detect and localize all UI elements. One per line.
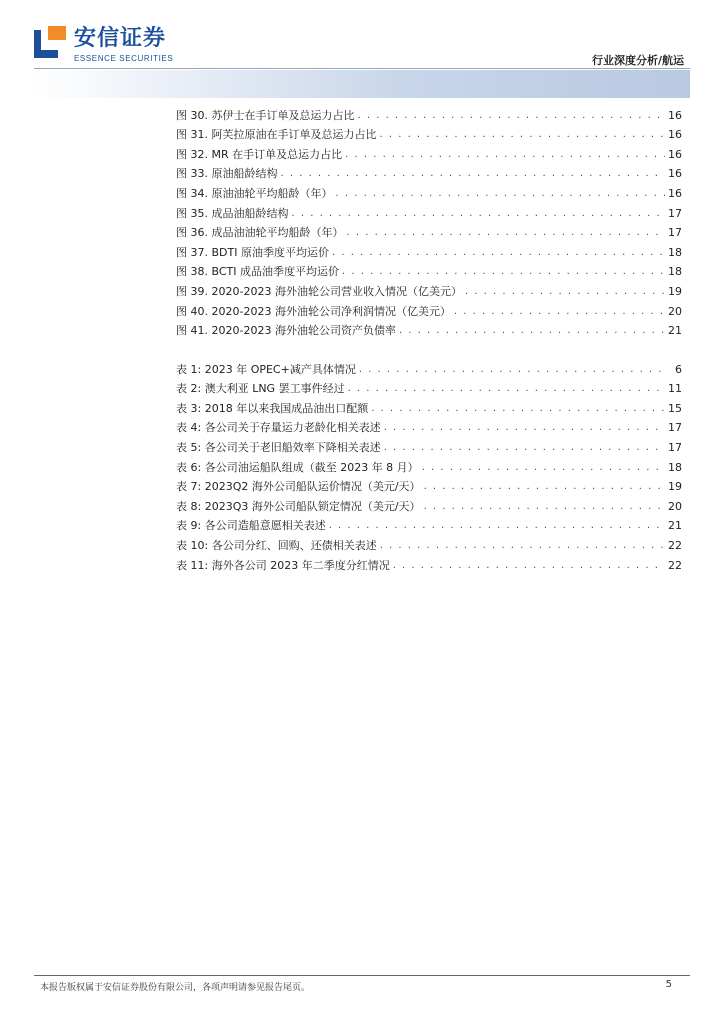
toc-leader-dots (345, 148, 665, 162)
toc-entry-title (176, 207, 289, 221)
toc-leader-dots (465, 285, 665, 299)
figure-toc-entry[interactable] (176, 181, 682, 201)
table-toc-entry[interactable] (176, 377, 682, 397)
toc-entry-label: 图 36. (176, 226, 208, 240)
toc-page-number: 16 (668, 186, 682, 200)
toc-entry-text: BCTI 成品油季度平均运价 (211, 265, 339, 279)
toc-entry-label: 表 1: (176, 362, 202, 376)
toc-entry-text: 原油油轮平均船龄（年） (211, 186, 333, 200)
essence-logo-icon (34, 26, 66, 60)
table-toc-entry[interactable] (176, 357, 682, 377)
toc-page-number: 21 (668, 324, 682, 338)
report-category: 行业深度分析/航运 (591, 54, 684, 67)
logo-english-name: ESSENCE SECURITIES (74, 54, 174, 63)
toc-leader-dots (393, 559, 665, 573)
toc-entry-label: 图 32. (176, 147, 208, 161)
toc-entry-label: 图 38. (176, 265, 208, 279)
toc-entry-title (176, 246, 329, 260)
figure-toc-entry[interactable] (176, 201, 682, 221)
toc-entry-text: MR 在手订单及总运力占比 (211, 147, 343, 161)
toc-entry-title (176, 500, 421, 514)
toc-entry-text: 各公司关于存量运力老龄化相关表述 (204, 421, 381, 435)
toc-entry-label: 表 2: (176, 382, 202, 396)
toc-leader-dots (454, 305, 665, 319)
toc-entry-title (176, 148, 342, 162)
toc-entry-label: 表 9: (176, 519, 202, 533)
toc-page-number: 17 (668, 226, 682, 240)
toc-leader-dots (380, 128, 666, 142)
logo-chinese-name: 安信证券 (74, 26, 167, 51)
toc-page-number: 22 (668, 558, 682, 572)
toc-page-number: 19 (668, 480, 682, 494)
toc-leader-dots (347, 226, 666, 240)
toc-page-number: 17 (668, 206, 682, 220)
figure-toc-entry[interactable] (176, 142, 682, 162)
toc-entry-title (176, 109, 355, 123)
toc-leader-dots (329, 519, 665, 533)
figure-toc-entry[interactable] (176, 162, 682, 182)
toc-entry-label: 表 10: (176, 538, 209, 552)
toc-page-number: 20 (668, 499, 682, 513)
toc-leader-dots (399, 324, 665, 338)
table-toc-entry[interactable] (176, 553, 682, 573)
toc-page-number: 17 (668, 440, 682, 454)
toc-page-number: 15 (668, 401, 682, 415)
toc-leader-dots (384, 421, 665, 435)
toc-entry-text: 各公司关于老旧船效率下降相关表述 (204, 440, 381, 454)
toc-entry-label: 表 5: (176, 440, 202, 454)
toc-entry-text: 阿芙拉原油在手订单及总运力占比 (211, 128, 377, 142)
toc-entry-label: 表 7: (176, 480, 202, 494)
toc-entry-label: 表 3: (176, 401, 202, 415)
figure-toc-entry[interactable] (176, 299, 682, 319)
toc-entry-title (176, 480, 421, 494)
toc-entry-label: 图 41. (176, 324, 208, 338)
toc-entry-title (176, 167, 278, 181)
toc-page-number: 18 (668, 460, 682, 474)
toc-entry-label: 图 30. (176, 108, 208, 122)
toc-entry-title (176, 265, 339, 279)
toc-entry-label: 表 8: (176, 499, 202, 513)
toc-entry-title (176, 441, 381, 455)
toc-leader-dots (281, 167, 666, 181)
toc-entry-title (176, 128, 377, 142)
toc-entry-text: 海外各公司 2023 年二季度分红情况 (211, 558, 390, 572)
toc-leader-dots (424, 480, 665, 494)
table-toc-entry[interactable] (176, 475, 682, 495)
toc-entry-title (176, 324, 396, 338)
toc-page-number: 16 (668, 147, 682, 161)
toc-entry-text: 各公司分红、回购、还债相关表述 (211, 538, 377, 552)
toc-entry-text: 各公司造船意愿相关表述 (204, 519, 326, 533)
toc-entry-title (176, 461, 419, 475)
toc-leader-dots (424, 500, 665, 514)
header-divider (34, 68, 690, 69)
toc-page-number: 11 (668, 382, 682, 396)
toc-entry-title (176, 363, 356, 377)
table-toc-entry[interactable] (176, 494, 682, 514)
header-band (34, 70, 690, 98)
toc-leader-dots (422, 461, 665, 475)
toc-entry-title (176, 285, 462, 299)
footer-disclaimer: 本报告版权属于安信证券股份有限公司，各项声明请参见报告尾页。 (40, 983, 311, 993)
toc-page-number: 16 (668, 128, 682, 142)
toc-page-number: 17 (668, 421, 682, 435)
toc-entry-label: 图 35. (176, 206, 208, 220)
toc-leader-dots (359, 363, 665, 377)
toc-entry-label: 表 6: (176, 460, 202, 474)
toc-entry-title (176, 187, 333, 201)
footer-divider (34, 975, 690, 976)
toc-entry-label: 表 11: (176, 558, 209, 572)
figure-toc-entry[interactable] (176, 260, 682, 280)
toc-entry-text: 2023 年 OPEC+减产具体情况 (204, 362, 356, 376)
page-number: 5 (665, 979, 672, 990)
toc-leader-dots (332, 246, 665, 260)
toc-page-number: 22 (668, 538, 682, 552)
toc-entry-text: 2020-2023 海外油轮公司净利润情况（亿美元） (211, 304, 451, 318)
toc-entry-title (176, 382, 345, 396)
toc-entry-text: 成品油油轮平均船龄（年） (211, 226, 344, 240)
figure-toc-entry[interactable] (176, 103, 682, 123)
toc-entry-label: 图 40. (176, 304, 208, 318)
toc-leader-dots (336, 187, 666, 201)
table-toc-entry[interactable] (176, 396, 682, 416)
figure-toc-entry[interactable] (176, 221, 682, 241)
toc-leader-dots (348, 382, 665, 396)
toc-entry-title (176, 421, 381, 435)
toc-page-number: 18 (668, 245, 682, 259)
toc-entry-label: 图 33. (176, 167, 208, 181)
table-toc-entry[interactable] (176, 455, 682, 475)
toc-entry-text: 2018 年以来我国成品油出口配额 (204, 401, 369, 415)
toc-page-number: 20 (668, 304, 682, 318)
toc-entry-text: 成品油船龄结构 (211, 206, 289, 220)
table-list (176, 357, 682, 573)
toc-page-number: 18 (668, 265, 682, 279)
toc-page-number: 16 (668, 108, 682, 122)
toc-entry-text: 原油船龄结构 (211, 167, 278, 181)
table-toc-entry[interactable] (176, 514, 682, 534)
toc-entry-title (176, 305, 451, 319)
toc-entry-label: 表 4: (176, 421, 202, 435)
figure-list (176, 103, 682, 338)
figure-toc-entry[interactable] (176, 279, 682, 299)
toc-leader-dots (292, 207, 666, 221)
company-logo (34, 24, 184, 66)
figure-toc-entry[interactable] (176, 319, 682, 339)
toc-page-number: 19 (668, 284, 682, 298)
table-toc-entry[interactable] (176, 533, 682, 553)
toc-entry-text: 2023Q2 海外公司船队运价情况（美元/天） (204, 480, 421, 494)
toc-entry-text: 2020-2023 海外油轮公司营业收入情况（亿美元） (211, 284, 462, 298)
toc-entry-title (176, 226, 344, 240)
toc-entry-label: 图 39. (176, 284, 208, 298)
toc-entry-label: 图 37. (176, 245, 208, 259)
toc-entry-title (176, 402, 368, 416)
toc-page-number: 16 (668, 167, 682, 181)
toc-entry-text: 澳大利亚 LNG 罢工事件经过 (204, 382, 345, 396)
toc-leader-dots (371, 402, 665, 416)
toc-entry-text: 苏伊士在手订单及总运力占比 (211, 108, 355, 122)
toc-leader-dots (380, 539, 665, 553)
table-toc-entry[interactable] (176, 416, 682, 436)
table-toc-entry[interactable] (176, 435, 682, 455)
toc-entry-text: 各公司油运船队组成（截至 2023 年 8 月） (204, 460, 419, 474)
toc-entry-title (176, 559, 390, 573)
toc-entry-title (176, 539, 377, 553)
toc-entry-label: 图 31. (176, 128, 208, 142)
toc-entry-text: 2023Q3 海外公司船队锁定情况（美元/天） (204, 499, 421, 513)
toc-entry-text: 2020-2023 海外油轮公司资产负债率 (211, 324, 396, 338)
toc-entry-text: BDTI 原油季度平均运价 (211, 245, 329, 259)
figure-toc-entry[interactable] (176, 240, 682, 260)
toc-page-number: 6 (675, 362, 682, 376)
toc-page-number: 21 (668, 519, 682, 533)
toc-entry-title (176, 519, 326, 533)
figure-toc-entry[interactable] (176, 123, 682, 143)
toc-entry-label: 图 34. (176, 186, 208, 200)
toc-leader-dots (342, 265, 665, 279)
toc-leader-dots (384, 441, 665, 455)
toc-leader-dots (358, 109, 666, 123)
